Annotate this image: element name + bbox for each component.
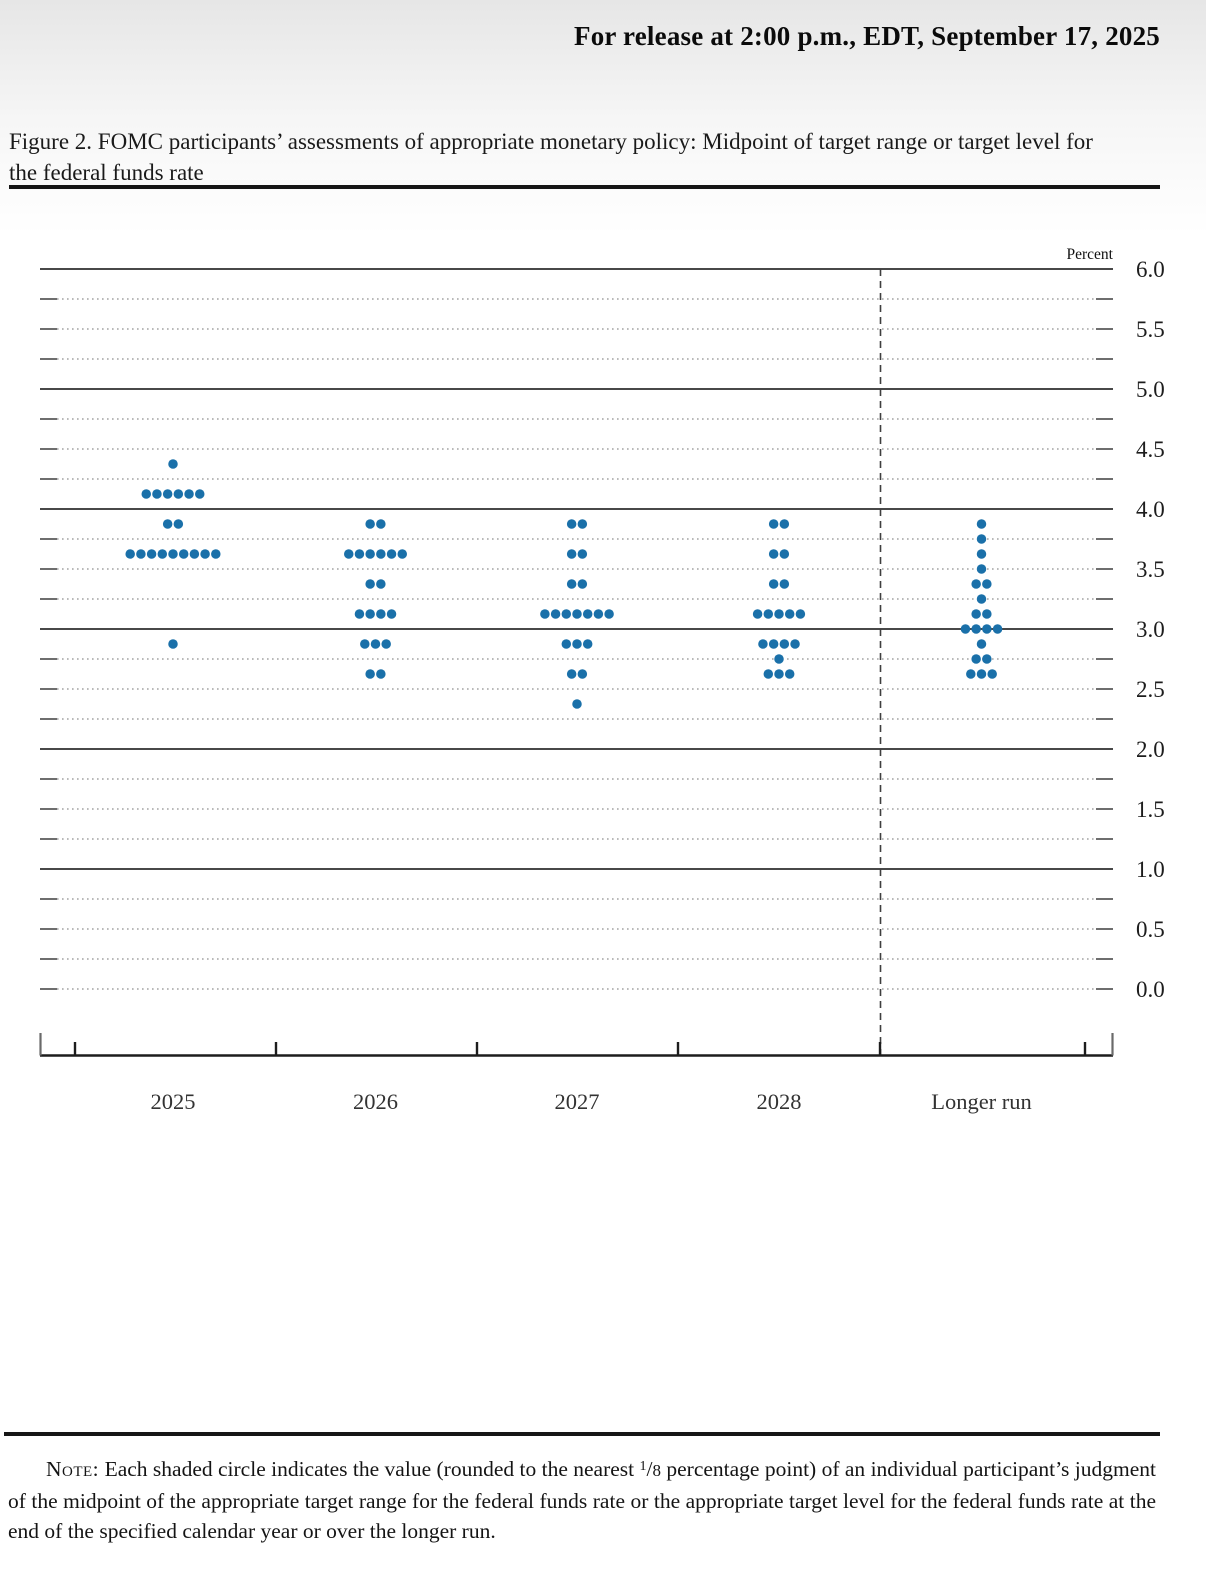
- y-axis-label-4.5: 4.5: [1136, 437, 1165, 462]
- dot-longer-run-3.375: [971, 579, 981, 589]
- figure-title: Figure 2. FOMC participants’ assessments of appropriate monetary policy: Midpoint of target range or target level for the federal funds rate: [9, 129, 1093, 185]
- note-fraction-slash: /: [646, 1457, 653, 1481]
- dot-2028-2.875: [790, 639, 800, 649]
- dot-2028-2.625: [774, 669, 784, 679]
- dot-2027-3.125: [562, 609, 572, 619]
- dot-longer-run-3: [961, 624, 971, 634]
- dot-longer-run-3.125: [971, 609, 981, 619]
- dot-2025-4.125: [174, 489, 184, 499]
- dot-2027-3.375: [578, 579, 588, 589]
- dot-2025-4.125: [152, 489, 162, 499]
- dot-2025-3.625: [200, 549, 210, 559]
- dot-longer-run-2.75: [982, 654, 992, 664]
- category-label-2025: 2025: [150, 1089, 196, 1114]
- y-axis-label-2.0: 2.0: [1136, 737, 1165, 762]
- y-axis-label-5.0: 5.0: [1136, 377, 1165, 402]
- note-after: percentage point) of an individual participant’s judgment of the midpoint of the appropriate target range for the federal funds rate or the appropriate target level for the federal funds rate at the end of the specified calendar year or over the longer run.: [8, 1457, 1157, 1543]
- dot-2028-3.375: [769, 579, 779, 589]
- dot-2027-2.375: [572, 699, 582, 709]
- dot-2025-4.375: [168, 459, 178, 469]
- dot-2028-2.875: [769, 639, 779, 649]
- dot-longer-run-3.875: [977, 519, 987, 529]
- dot-2027-3.875: [578, 519, 588, 529]
- y-axis-label-0.5: 0.5: [1136, 917, 1165, 942]
- dot-2027-2.625: [578, 669, 588, 679]
- dot-2025-3.625: [125, 549, 135, 559]
- dot-2027-3.125: [583, 609, 593, 619]
- y-axis-label-1.5: 1.5: [1136, 797, 1165, 822]
- note-rule: [4, 1432, 1160, 1436]
- dot-2026-3.625: [387, 549, 397, 559]
- note-fraction-numerator: 1: [639, 1459, 647, 1474]
- note-before: Each shaded circle indicates the value (rounded to the nearest: [104, 1457, 640, 1481]
- y-axis-label-5.5: 5.5: [1136, 317, 1165, 342]
- dot-2026-3.625: [365, 549, 375, 559]
- dot-2027-3.125: [572, 609, 582, 619]
- dot-2026-3.625: [344, 549, 354, 559]
- y-axis-label-3.0: 3.0: [1136, 617, 1165, 642]
- dot-longer-run-3.75: [977, 534, 987, 544]
- y-axis-label-3.5: 3.5: [1136, 557, 1165, 582]
- dot-2028-3.625: [769, 549, 779, 559]
- dot-2028-3.875: [769, 519, 779, 529]
- y-axis-label-1.0: 1.0: [1136, 857, 1165, 882]
- dot-longer-run-3.25: [977, 594, 987, 604]
- dot-2027-3.875: [567, 519, 577, 529]
- dot-2025-4.125: [163, 489, 173, 499]
- dot-2025-3.625: [136, 549, 146, 559]
- category-label-2028: 2028: [756, 1089, 802, 1114]
- category-label-longer-run: Longer run: [931, 1089, 1032, 1114]
- dot-2028-3.625: [780, 549, 790, 559]
- dot-2025-3.625: [147, 549, 157, 559]
- dot-2025-4.125: [184, 489, 194, 499]
- note-text: [8, 1452, 1156, 1546]
- dot-2026-2.875: [371, 639, 381, 649]
- dot-longer-run-3: [993, 624, 1003, 634]
- dot-longer-run-3: [971, 624, 981, 634]
- y-axis-title: Percent: [1066, 246, 1113, 263]
- dot-2026-3.875: [376, 519, 386, 529]
- dot-2027-3.625: [578, 549, 588, 559]
- dot-longer-run-3.375: [982, 579, 992, 589]
- category-label-2026: 2026: [353, 1089, 398, 1114]
- dot-longer-run-3.125: [982, 609, 992, 619]
- release-line: For release at 2:00 p.m., EDT, September 17, 2025: [574, 21, 1160, 51]
- dot-2026-3.625: [398, 549, 408, 559]
- y-axis-label-4.0: 4.0: [1136, 497, 1165, 522]
- y-axis-label-2.5: 2.5: [1136, 677, 1165, 702]
- dot-longer-run-2.875: [977, 639, 987, 649]
- dot-longer-run-2.625: [966, 669, 976, 679]
- dot-2026-3.375: [365, 579, 375, 589]
- dot-2028-2.75: [774, 654, 784, 664]
- dot-longer-run-2.75: [971, 654, 981, 664]
- dot-2025-4.125: [142, 489, 152, 499]
- note-fraction-denominator: 8: [652, 1461, 661, 1480]
- dot-2028-2.875: [758, 639, 768, 649]
- dot-2025-4.125: [195, 489, 205, 499]
- category-label-2027: 2027: [554, 1089, 600, 1114]
- dot-2026-3.125: [355, 609, 365, 619]
- dot-longer-run-2.625: [977, 669, 987, 679]
- dot-2028-3.875: [780, 519, 790, 529]
- dot-2026-3.625: [355, 549, 365, 559]
- dot-2027-2.875: [583, 639, 593, 649]
- dot-longer-run-2.625: [987, 669, 997, 679]
- y-axis-label-0.0: 0.0: [1136, 977, 1165, 1002]
- dot-2027-2.875: [572, 639, 582, 649]
- note-label: Note:: [46, 1457, 100, 1481]
- dot-2025-3.875: [174, 519, 184, 529]
- dot-2026-2.875: [360, 639, 370, 649]
- dot-2025-3.625: [179, 549, 189, 559]
- dot-2025-2.875: [168, 639, 178, 649]
- dot-2025-3.625: [211, 549, 221, 559]
- dot-2027-3.125: [594, 609, 604, 619]
- dot-2026-3.625: [376, 549, 386, 559]
- dot-2028-3.125: [774, 609, 784, 619]
- dot-2028-2.625: [764, 669, 774, 679]
- dot-2027-3.625: [567, 549, 577, 559]
- title-rule: [9, 185, 1160, 189]
- dot-longer-run-3: [982, 624, 992, 634]
- dot-2027-2.625: [567, 669, 577, 679]
- dot-2028-2.625: [785, 669, 795, 679]
- dot-2026-3.125: [387, 609, 397, 619]
- dot-2026-3.375: [376, 579, 386, 589]
- dot-2025-3.875: [163, 519, 173, 529]
- dot-2028-3.375: [780, 579, 790, 589]
- dot-2028-3.125: [753, 609, 763, 619]
- dot-2028-2.875: [780, 639, 790, 649]
- dot-2027-3.125: [551, 609, 561, 619]
- dot-2027-2.875: [562, 639, 572, 649]
- dot-2026-3.125: [376, 609, 386, 619]
- dot-plot-svg: [0, 230, 1206, 1130]
- dot-2028-3.125: [796, 609, 806, 619]
- dot-2028-3.125: [785, 609, 795, 619]
- dot-2026-2.625: [376, 669, 386, 679]
- dot-2027-3.375: [567, 579, 577, 589]
- dot-2026-3.875: [365, 519, 375, 529]
- dot-2026-2.875: [381, 639, 391, 649]
- dot-2025-3.625: [158, 549, 168, 559]
- dot-2027-3.125: [604, 609, 614, 619]
- dot-2026-2.625: [365, 669, 375, 679]
- dot-2027-3.125: [540, 609, 550, 619]
- dot-2025-3.625: [190, 549, 200, 559]
- dot-plot-chart: [0, 230, 1206, 1130]
- dot-2026-3.125: [365, 609, 375, 619]
- dot-longer-run-3.5: [977, 564, 987, 574]
- dot-2025-3.625: [168, 549, 178, 559]
- y-axis-label-6.0: 6.0: [1136, 257, 1165, 282]
- dot-2028-3.125: [764, 609, 774, 619]
- dot-longer-run-3.625: [977, 549, 987, 559]
